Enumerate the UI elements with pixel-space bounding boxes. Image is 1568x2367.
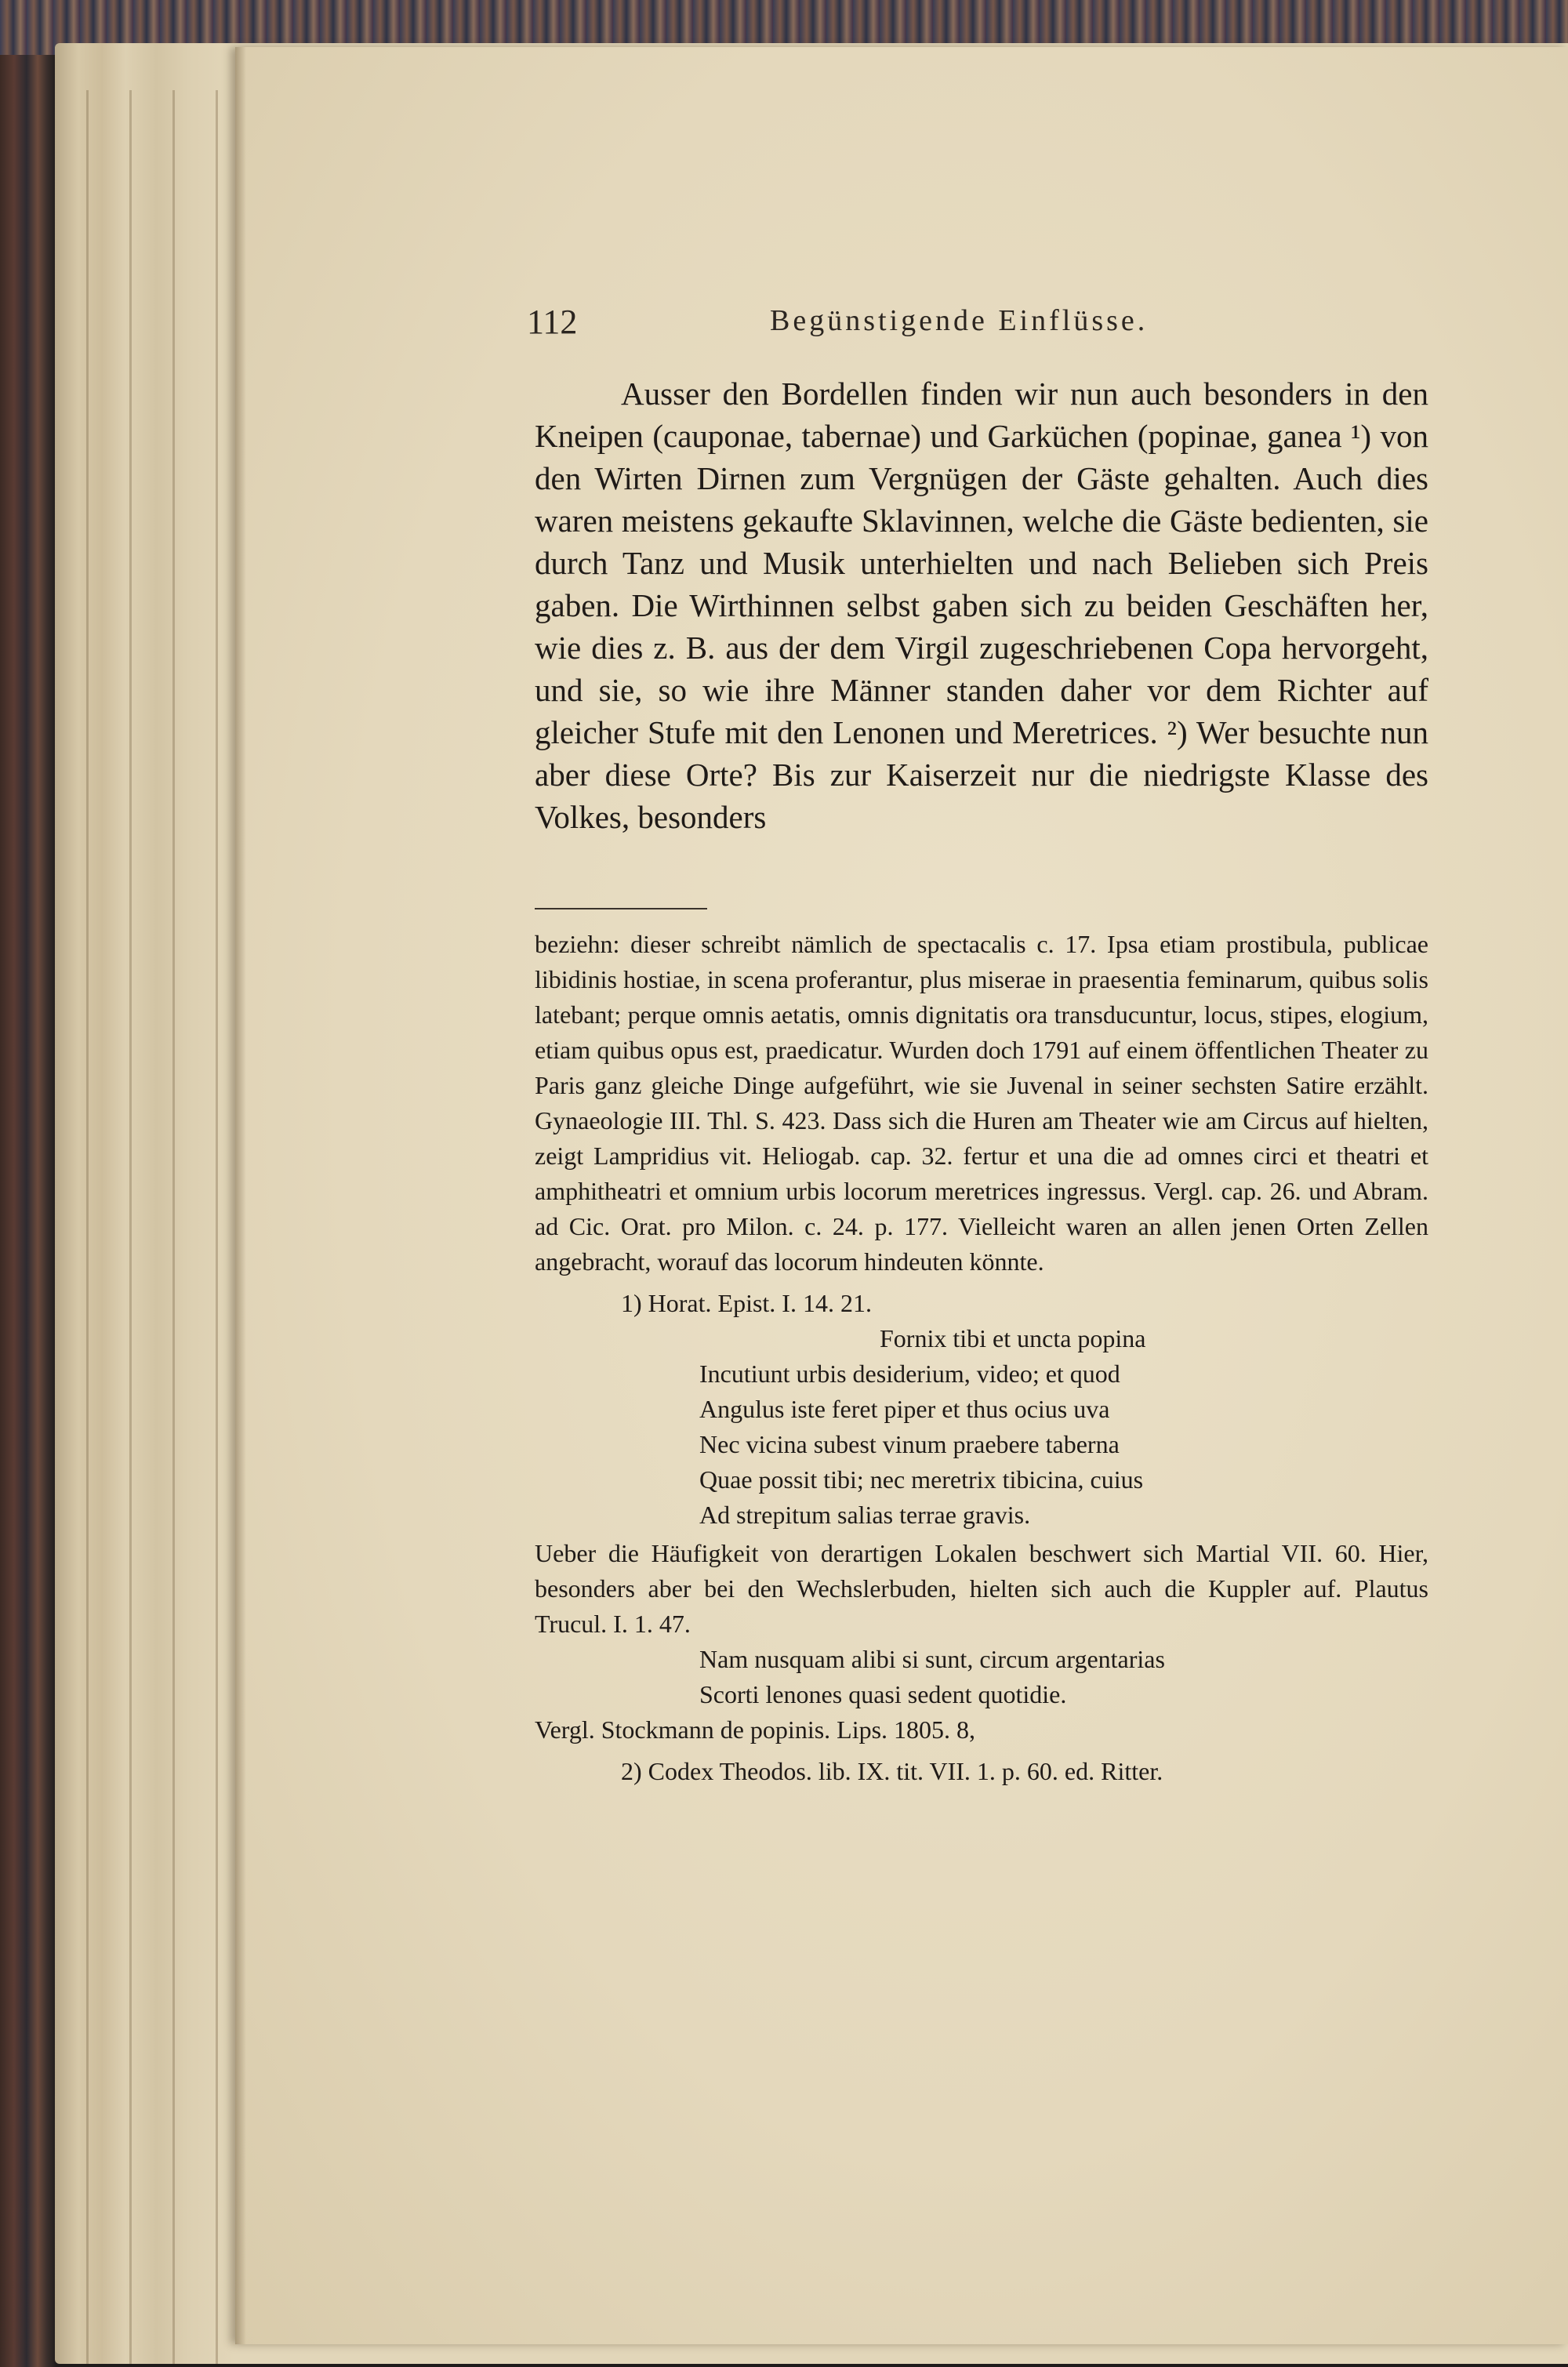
main-text	[535, 372, 1428, 838]
verse-line: Incutiunt urbis desiderium, video; et quod	[699, 1360, 1120, 1388]
page-edge-line	[129, 90, 132, 2364]
verse-line: Quae possit tibi; nec meretrix tibicina, cuius	[699, 1465, 1144, 1494]
running-title: Begünstigende Einflüsse.	[770, 304, 1149, 337]
page-edge-line	[172, 90, 175, 2364]
page-header	[527, 302, 1428, 349]
verse-line: Nec vicina subest vinum praebere taberna	[699, 1430, 1120, 1458]
page-edge-line	[216, 90, 218, 2364]
footnote-2: 2) Codex Theodos. lib. IX. tit. VII. 1. p. 60. ed. Ritter.	[621, 1757, 1163, 1785]
verse-line: Fornix tibi et uncta popina	[880, 1324, 1146, 1352]
verse-line: Nam nusquam alibi si sunt, circum argentarias	[699, 1645, 1165, 1673]
footnotes	[535, 927, 1428, 1789]
body-paragraph: Ausser den Bordellen finden wir nun auch besonders in den Kneipen (cauponae, tabernae) und Garküchen (popinae, ganea ¹) von den Wirten Dirnen zum Vergnügen der Gäste gehalten. Auch dies waren meistens gekaufte Sklavinnen, welche die Gäste bedienten, sie durch Tanz und Musik unterhielten und nach Belieben sich Preis gaben. Die Wirthinnen selbst gaben sich zu beiden Geschäften her, wie dies z. B. aus der dem Virgil zugeschriebenen Copa hervorgeht, und sie, so wie ihre Männer standen daher vor dem Richter auf gleicher Stufe mit den Lenonen und Meretrices. ²) Wer besuchte nun aber diese Orte? Bis zur Kaiserzeit nur die niedrigste Klasse des Volkes, besonders	[535, 376, 1428, 835]
footnote-text: Ueber die Häufigkeit von derartigen Lokalen beschwert sich Martial VII. 60. Hier, besonders aber bei den Wechslerbuden, hielten sich auch die Kuppler auf. Plautus Trucul. I. 1. 47.	[535, 1539, 1428, 1638]
verse-line: Angulus iste feret piper et thus ocius uva	[699, 1395, 1110, 1423]
verse-line: Scorti lenones quasi sedent quotidie.	[699, 1680, 1067, 1708]
page-number: 112	[527, 303, 578, 341]
footnote-1-heading: 1) Horat. Epist. I. 14. 21.	[621, 1289, 872, 1317]
page-fold-shadow	[235, 47, 246, 2344]
footnote-divider	[535, 908, 707, 909]
page-edge-line	[86, 90, 89, 2364]
verse-line: Ad strepitum salias terrae gravis.	[699, 1501, 1031, 1529]
footnote-continuation: beziehn: dieser schreibt nämlich de spectacalis c. 17. Ipsa etiam prostibula, publicae libidinis hostiae, in scena proferantur, plus miserae in praesentia feminarum, quibus solis latebant; perque omnis aetatis, omnis dignitatis ora transducuntur, locus, stipes, elogium, etiam quibus opus est, praedicatur. Wurden doch 1791 auf einem öffentlichen Theater zu Paris ganz gleiche Dinge aufgeführt, wie sie Juvenal in seiner sechsten Satire erzählt. Gynaeologie III. Thl. S. 423. Dass sich die Huren am Theater wie am Circus auf hielten, zeigt Lampridius vit. Heliogab. cap. 32. fertur et una die ad omnes circi et theatri et amphitheatri et omnium urbis locorum meretrices ingressus. Vergl. cap. 26. und Abram. ad Cic. Orat. pro Milon. c. 24. p. 177. Vielleicht waren an allen jenen Orten Zellen angebracht, worauf das locorum hindeuten könnte.	[535, 930, 1428, 1276]
footnote-reference: Vergl. Stockmann de popinis. Lips. 1805. 8,	[535, 1715, 976, 1744]
